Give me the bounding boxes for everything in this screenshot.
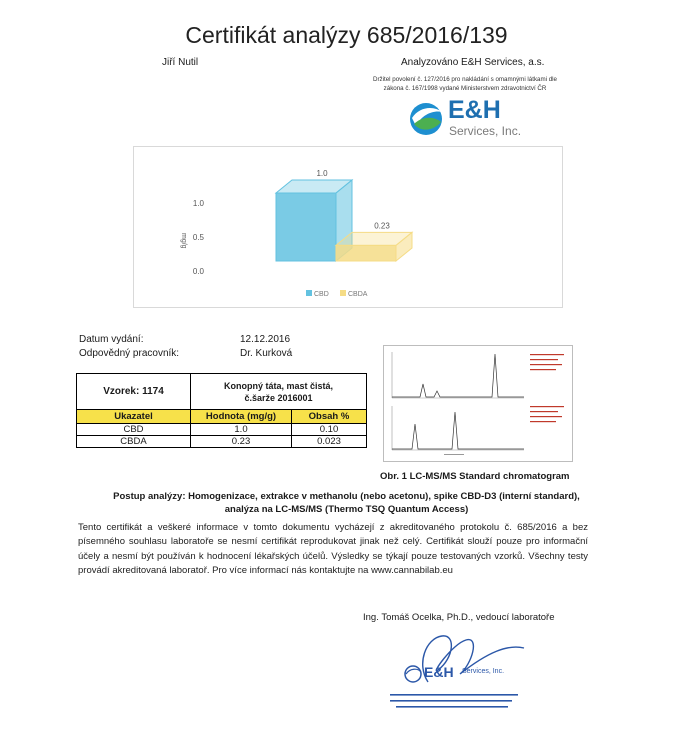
y-tick-label: 0.5 xyxy=(192,233,204,242)
table-row xyxy=(77,436,367,448)
signer-name: Ing. Tomáš Ocelka, Ph.D., vedoucí laboratoře xyxy=(363,612,555,623)
analysis-method xyxy=(40,490,653,516)
method-line-2: analýza na LC-MS/MS (Thermo TSQ Quantum Access) xyxy=(224,504,469,515)
row-cbd-name: CBD xyxy=(77,424,191,436)
logo-name: E&H xyxy=(448,96,501,124)
table-header-row xyxy=(77,410,367,424)
chromatogram-caption: Obr. 1 LC-MS/MS Standard chromatogram xyxy=(380,471,570,482)
table-row xyxy=(77,424,367,436)
y-tick-label: 1.0 xyxy=(192,199,204,208)
permit-line-2: zákona č. 167/1998 vydané Ministerstvem zdravotnictví ČR xyxy=(383,85,547,92)
header-value: Hodnota (mg/g) xyxy=(191,410,292,424)
row-cbda-name: CBDA xyxy=(77,436,191,448)
legend-label: CBDA xyxy=(348,291,368,298)
legend-swatch xyxy=(306,290,312,296)
disclaimer-text: Tento certifikát a veškeré informace v tomto dokumentu vycházejí z akreditovaného protokolu č. 685/2016 a bez písemného souhlasu laboratoře se nesmí certifikát reprodukovat jinak než celý. Certifikát slouží pouze pro informační účely a nesmí být používán k hodnocení lékařských účelů. Výsledky se týkají pouze testovaných vzorků. Všechny testy provádí akreditovaná laboratoř. Pro více informací nás kontaktujte na www.cannabilab.eu xyxy=(78,522,588,576)
row-cbda-percent: 0.023 xyxy=(292,436,367,448)
header-percent: Obsah % xyxy=(292,410,367,424)
sample-row xyxy=(77,374,367,410)
issue-date-value: 12.12.2016 xyxy=(240,334,291,345)
chromatogram-graphic xyxy=(384,346,572,461)
method-line-1: Postup analýzy: Homogenizace, extrakce v methanolu (nebo acetonu), spike CBD-D3 (interní standard), xyxy=(113,491,580,502)
bar-cbda xyxy=(336,245,396,261)
sample-label: Vzorek: xyxy=(103,386,140,397)
results-table xyxy=(76,373,367,448)
legend-label: CBD xyxy=(314,291,329,298)
results-chart xyxy=(133,146,563,308)
staff-label: Odpovědný pracovník: xyxy=(79,348,180,359)
bar-chart-svg xyxy=(134,147,562,307)
row-cbd-value: 1.0 xyxy=(191,424,292,436)
sample-cell xyxy=(77,374,191,410)
y-axis-label: mg/g xyxy=(180,233,187,249)
header-indicator: Ukazatel xyxy=(77,410,191,424)
bar-cbd xyxy=(276,193,336,261)
row-cbd-percent: 0.10 xyxy=(292,424,367,436)
certificate-title: Certifikát analýzy 685/2016/139 xyxy=(185,22,508,48)
stamp-subtitle: Services, Inc. xyxy=(462,668,505,675)
permit-note xyxy=(340,75,590,93)
stamp-name: E&H xyxy=(424,664,454,680)
analyzed-by: Analyzováno E&H Services, a.s. xyxy=(401,57,545,68)
issue-date-label: Datum vydání: xyxy=(79,334,144,345)
legend-swatch xyxy=(340,290,346,296)
data-label: 0.23 xyxy=(374,221,390,231)
staff-value: Dr. Kurková xyxy=(240,348,293,359)
data-label: 1.0 xyxy=(316,169,328,178)
row-cbda-value: 0.23 xyxy=(191,436,292,448)
sample-id: 1174 xyxy=(142,386,164,397)
results-table-wrap xyxy=(76,373,367,448)
y-tick-label: 0.0 xyxy=(192,267,204,276)
sample-description: Konopný táta, mast čistá, č.šarže 2016001 xyxy=(191,374,367,410)
chromatogram-image xyxy=(383,345,573,462)
logo-subtitle: Services, Inc. xyxy=(449,124,522,138)
client-name: Jiří Nutil xyxy=(162,57,199,68)
permit-line-1: Držitel povolení č. 127/2016 pro nakládání s omamnými látkami dle xyxy=(373,76,557,83)
